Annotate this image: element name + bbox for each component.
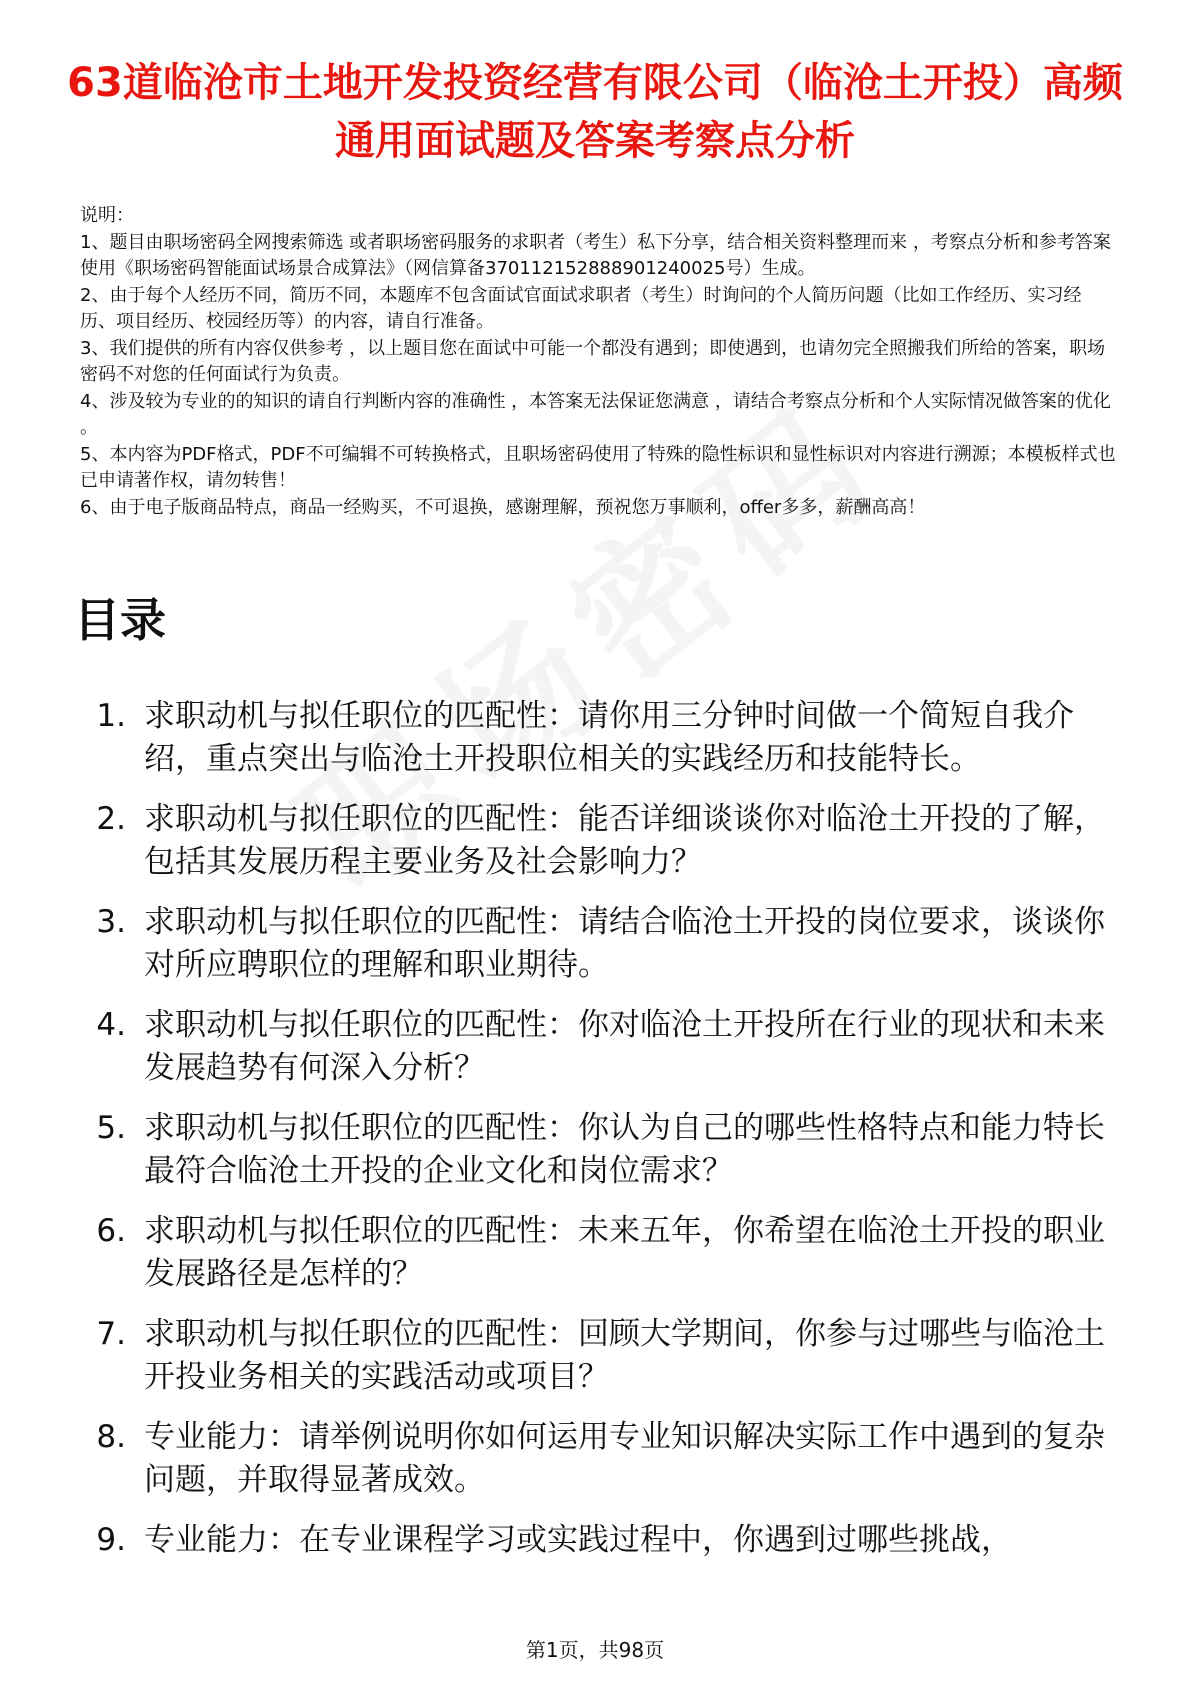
toc-item-text: 求职动机与拟任职位的匹配性：未来五年，你希望在临沧土开投的职业发展路径是怎样的？ [144, 1213, 1105, 1292]
note-item: 6、由于电子版商品特点，商品一经购买，不可退换，感谢理解，预祝您万事顺利，offer多多，薪酬高高！ [80, 496, 926, 518]
toc-item-number: 6. [96, 1213, 126, 1249]
toc-item[interactable] [74, 1107, 1130, 1193]
page-footer: 第1页，共98页 [525, 1638, 665, 1662]
toc-item-number: 3. [96, 904, 126, 940]
notes-heading: 说明： [80, 205, 134, 226]
page-title: 63道临沧市土地开发投资经营有限公司（临沧土开投）高频通用面试题及答案考察点分析 [67, 60, 1123, 164]
toc-item-number: 7. [96, 1316, 126, 1352]
note-item: 4、涉及较为专业的的知识的请自行判断内容的准确性 ，本答案无法保证您满意 ，请结合考察点分析和个人实际情况做答案的优化 。 [80, 390, 1111, 438]
toc-item-number: 4. [96, 1007, 126, 1043]
note-item: 1、题目由职场密码全网搜索筛选 或者职场密码服务的求职者（考生）私下分享，结合相关资料整理而来 ，考察点分析和参考答案使用《职场密码智能面试场景合成算法》（网信算备370112152888901240025号）生成。 [80, 231, 1111, 279]
toc-item-text: 求职动机与拟任职位的匹配性：请你用三分钟时间做一个简短自我介绍，重点突出与临沧土开投职位相关的实践经历和技能特长。 [144, 698, 1074, 777]
toc-item-text: 求职动机与拟任职位的匹配性：能否详细谈谈你对临沧土开投的了解，包括其发展历程主要业务及社会影响力？ [144, 801, 1105, 880]
toc-item-text: 求职动机与拟任职位的匹配性：你认为自己的哪些性格特点和能力特长最符合临沧土开投的企业文化和岗位需求？ [144, 1110, 1105, 1189]
toc-item[interactable] [74, 1004, 1130, 1090]
toc-item-number: 1. [96, 698, 126, 734]
note-item: 2、由于每个人经历不同，简历不同，本题库不包含面试官面试求职者（考生）时询问的个人简历问题（比如工作经历、实习经历、项目经历、校园经历等）的内容，请自行准备。 [80, 284, 1082, 332]
toc-item-text: 求职动机与拟任职位的匹配性：回顾大学期间，你参与过哪些与临沧土开投业务相关的实践活动或项目？ [144, 1316, 1105, 1395]
toc-list [74, 695, 1130, 1579]
toc-item[interactable] [74, 695, 1130, 781]
toc-item-number: 2. [96, 801, 126, 837]
toc-item[interactable] [74, 1210, 1130, 1296]
notes-section [80, 203, 1116, 521]
toc-item[interactable] [74, 901, 1130, 987]
toc-item-text: 求职动机与拟任职位的匹配性：请结合临沧土开投的岗位要求，谈谈你对所应聘职位的理解和职业期待。 [144, 904, 1105, 983]
toc-item[interactable] [74, 1313, 1130, 1399]
note-item: 3、我们提供的所有内容仅供参考 ，以上题目您在面试中可能一个都没有遇到；即使遇到，也请勿完全照搬我们所给的答案，职场密码不对您的任何面试行为负责。 [80, 337, 1106, 385]
toc-item[interactable] [74, 1416, 1130, 1502]
toc-item-number: 8. [96, 1419, 126, 1455]
toc-item[interactable] [74, 1519, 1130, 1562]
toc-item-text: 专业能力：在专业课程学习或实践过程中，你遇到过哪些挑战， [144, 1522, 1012, 1558]
toc-item-number: 9. [96, 1522, 126, 1558]
toc-item-text: 专业能力：请举例说明你如何运用专业知识解决实际工作中遇到的复杂问题，并取得显著成效。 [144, 1419, 1105, 1498]
toc-item-text: 求职动机与拟任职位的匹配性：你对临沧土开投所在行业的现状和未来发展趋势有何深入分析？ [144, 1007, 1105, 1086]
toc-item-number: 5. [96, 1110, 126, 1146]
toc-item[interactable] [74, 798, 1130, 884]
toc-heading: 目录 [74, 593, 166, 647]
note-item: 5、本内容为PDF格式，PDF不可编辑不可转换格式，且职场密码使用了特殊的隐性标识和显性标识对内容进行溯源；本模板样式也已申请著作权，请勿转售！ [80, 443, 1116, 491]
